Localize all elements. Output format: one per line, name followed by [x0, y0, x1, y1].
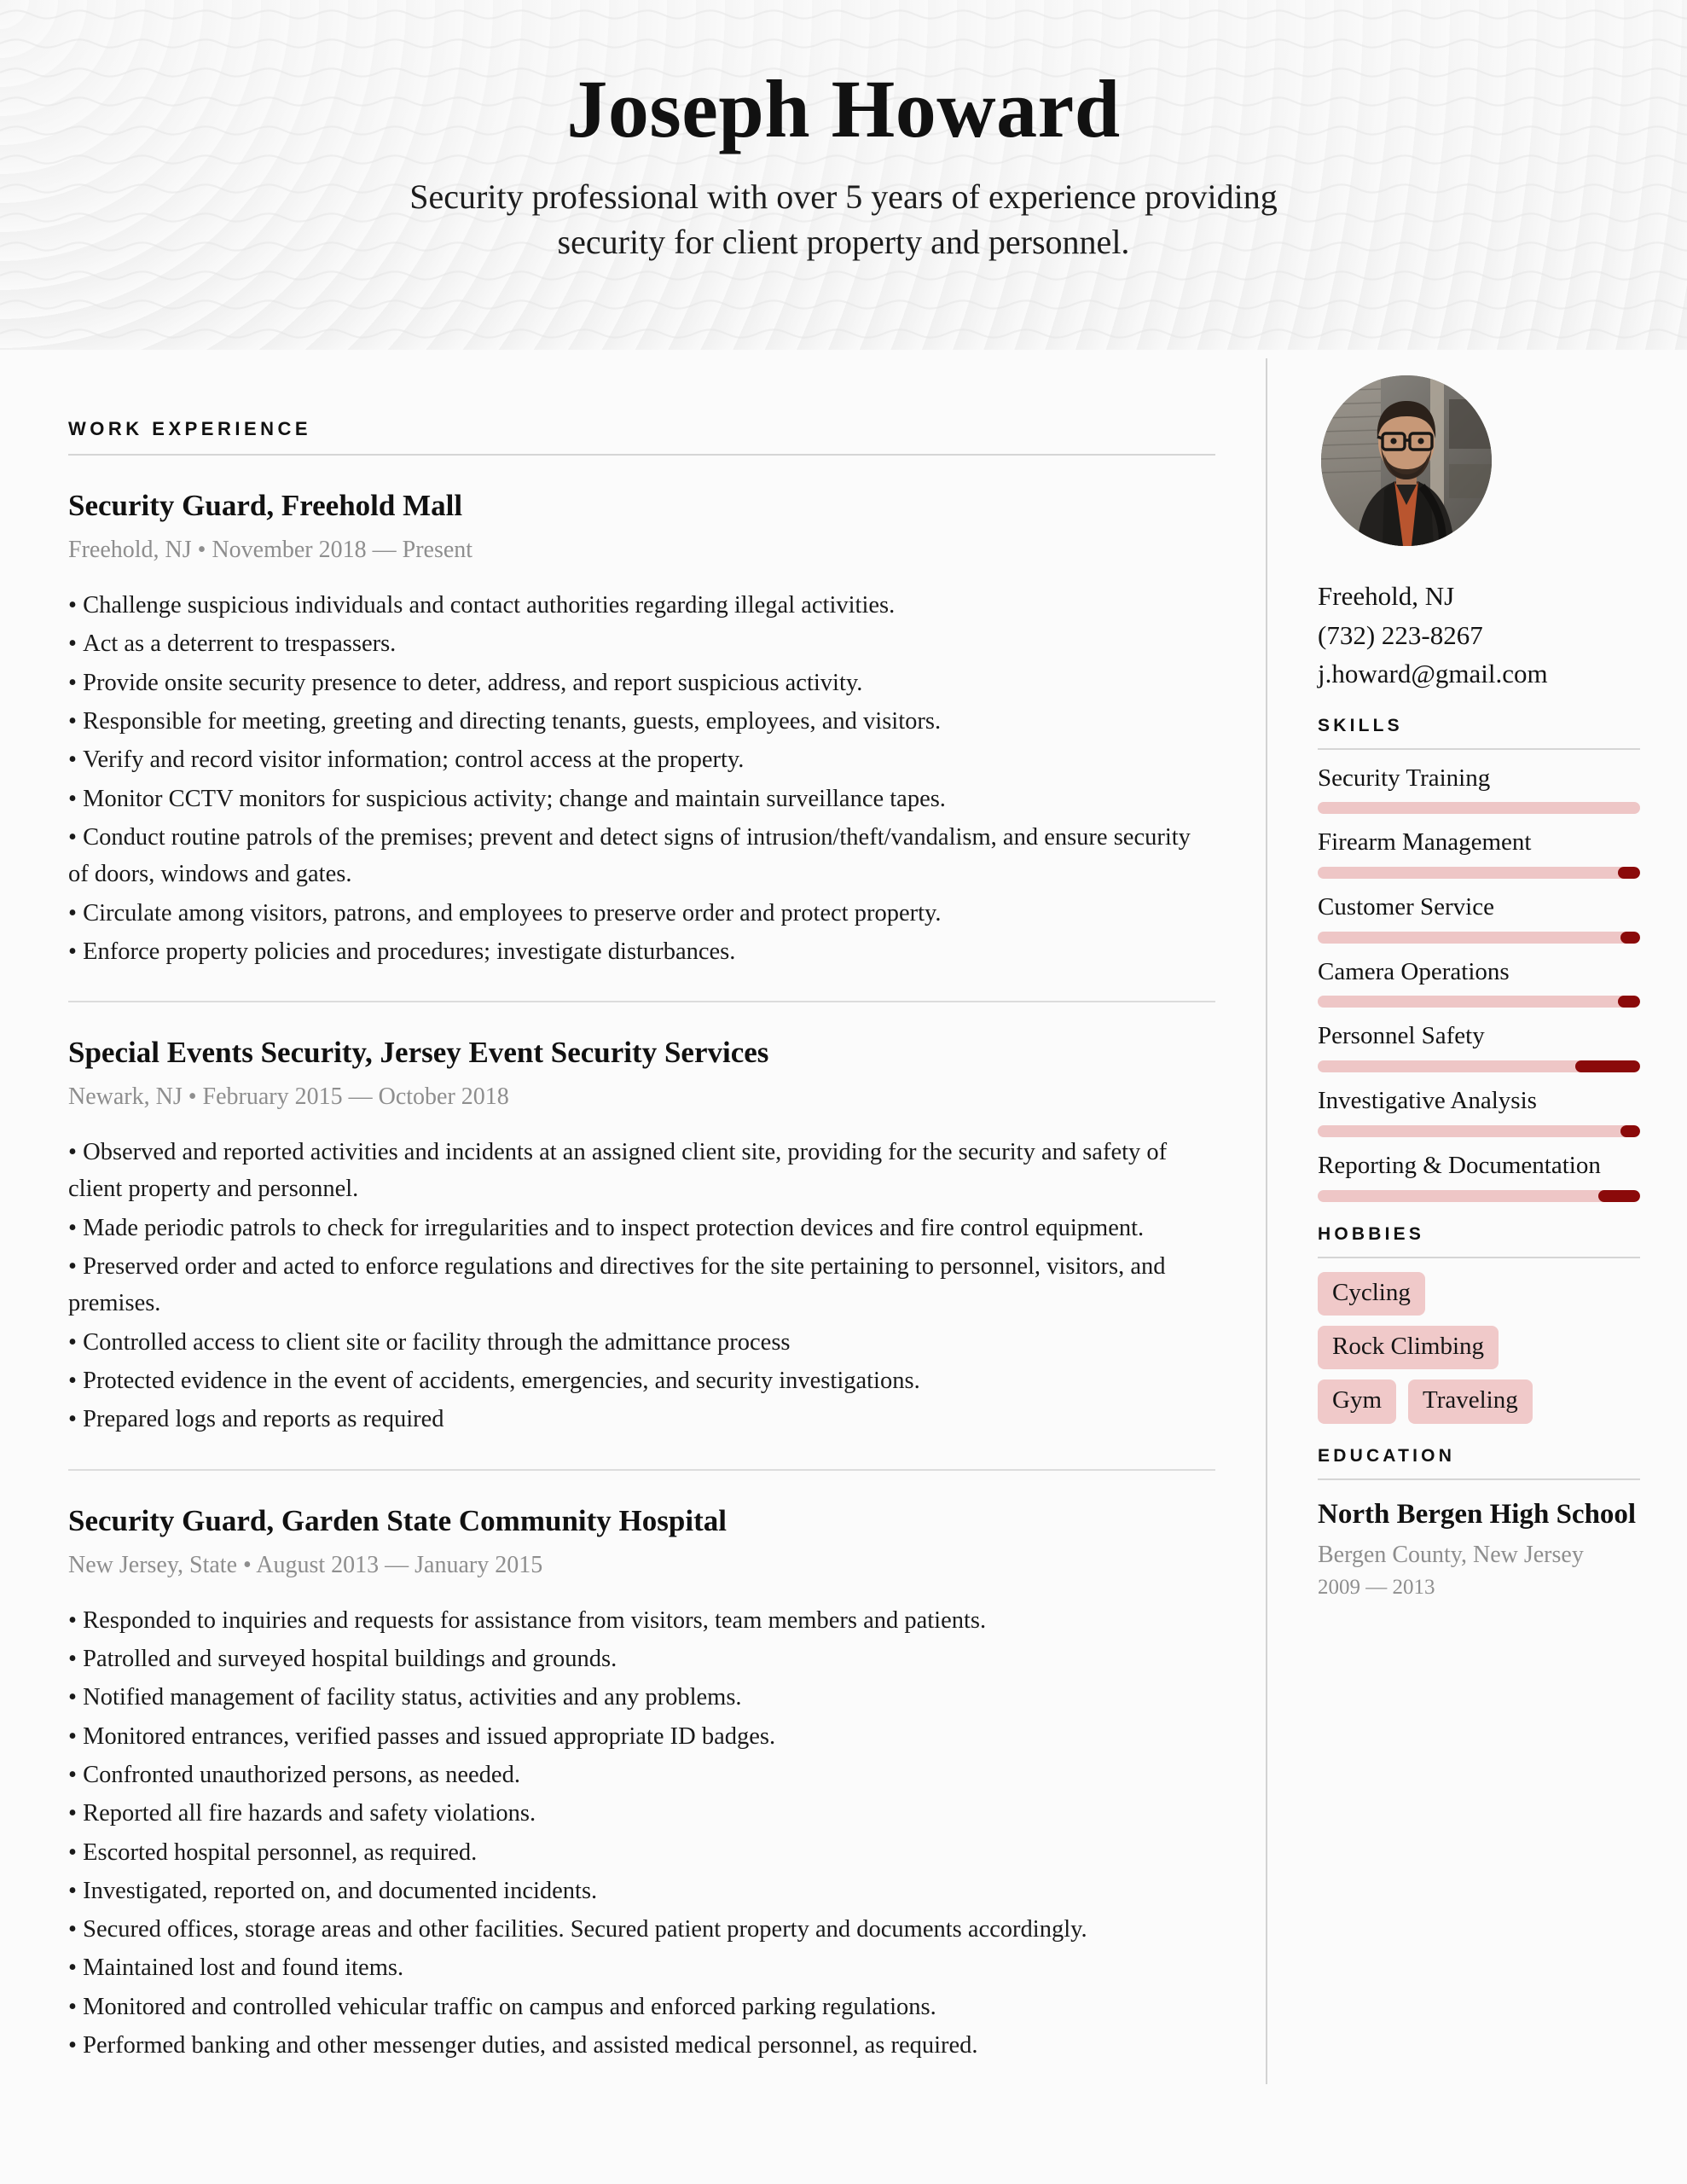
- education-heading-rule: [1318, 1478, 1640, 1480]
- skill-level-bar: [1318, 802, 1640, 814]
- skill-level-bar: [1318, 1190, 1640, 1202]
- job-meta: New Jersey, State • August 2013 — January 2015: [68, 1551, 543, 1578]
- hobby-tag[interactable]: Cycling: [1318, 1272, 1425, 1316]
- job-entry: [68, 456, 1215, 1002]
- avatar: [1321, 375, 1492, 546]
- job-bullet: • Maintained lost and found items.: [68, 1949, 1215, 1986]
- job-bullet: • Secured offices, storage areas and other facilities. Secured patient property and documents accordingly.: [68, 1911, 1215, 1948]
- skill-level-marker: [1620, 1125, 1640, 1137]
- skills-heading-rule: [1318, 748, 1640, 750]
- skill-level-bar: [1318, 996, 1640, 1008]
- section-heading-work-experience: WORK EXPERIENCE: [68, 418, 312, 439]
- skill-item: [1318, 1150, 1640, 1202]
- skill-item: [1318, 892, 1640, 944]
- job-bullet: • Verify and record visitor information; control access at the property.: [68, 741, 1215, 778]
- hobbies-list: [1318, 1272, 1640, 1424]
- job-bullets: [68, 1602, 1215, 2065]
- job-bullet: • Protected evidence in the event of accidents, emergencies, and security investigations.: [68, 1362, 1215, 1399]
- job-bullet: • Controlled access to client site or facility through the admittance process: [68, 1324, 1215, 1361]
- job-bullets: [68, 587, 1215, 970]
- skill-level-bar: [1318, 932, 1640, 944]
- skill-label: Investigative Analysis: [1318, 1087, 1537, 1115]
- job-bullet: • Enforce property policies and procedures; investigate disturbances.: [68, 933, 1215, 970]
- skill-level-bar: [1318, 1125, 1640, 1137]
- job-bullet: • Confronted unauthorized persons, as needed.: [68, 1757, 1215, 1793]
- hobby-row: [1318, 1326, 1640, 1369]
- header-banner: [0, 0, 1687, 350]
- education-school-name: North Bergen High School: [1318, 1498, 1637, 1530]
- skill-level-marker: [1575, 1060, 1640, 1072]
- headline-summary: Security professional with over 5 years of experience providing security for client property and personnel.: [409, 177, 1278, 261]
- job-bullet: • Provide onsite security presence to deter, address, and report suspicious activity.: [68, 665, 1215, 701]
- skills-list: [1318, 763, 1640, 1202]
- hobbies-section: [1318, 1224, 1640, 1424]
- hobby-row: [1318, 1272, 1640, 1316]
- job-bullet: • Monitored and controlled vehicular traffic on campus and enforced parking regulations.: [68, 1989, 1215, 2025]
- job-title: Security Guard, Freehold Mall: [68, 489, 463, 522]
- skill-level-marker: [1618, 867, 1640, 879]
- skills-section: [1318, 716, 1640, 1202]
- skill-level-bar: [1318, 867, 1640, 879]
- job-bullet: • Responsible for meeting, greeting and directing tenants, guests, employees, and visitors.: [68, 703, 1215, 740]
- job-meta: Freehold, NJ • November 2018 — Present: [68, 537, 473, 563]
- education-location: Bergen County, New Jersey: [1318, 1541, 1584, 1568]
- hobby-tag[interactable]: Rock Climbing: [1318, 1326, 1499, 1369]
- skill-item: [1318, 763, 1640, 815]
- job-bullet: • Observed and reported activities and incidents at an assigned client site, providing for the security and safety of client property and personnel.: [68, 1134, 1215, 1208]
- skill-item: [1318, 827, 1640, 879]
- job-bullet: • Conduct routine patrols of the premises; prevent and detect signs of intrusion/theft/vandalism, and ensure security of doors, windows and gates.: [68, 819, 1215, 893]
- job-title: Special Events Security, Jersey Event Security Services: [68, 1036, 769, 1070]
- job-bullet: • Notified management of facility status, activities and any problems.: [68, 1679, 1215, 1716]
- job-bullet: • Made periodic patrols to check for irregularities and to inspect protection devices and fire control equipment.: [68, 1210, 1215, 1246]
- skill-level-marker: [1598, 1190, 1640, 1202]
- job-bullet: • Circulate among visitors, patrons, and employees to preserve order and protect property.: [68, 895, 1215, 932]
- job-bullet: • Act as a deterrent to trespassers.: [68, 625, 1215, 662]
- section-heading-education: EDUCATION: [1318, 1445, 1456, 1466]
- job-bullet: • Prepared logs and reports as required: [68, 1401, 1215, 1438]
- job-title: Security Guard, Garden State Community Hospital: [68, 1503, 727, 1537]
- contact-info: [1318, 577, 1640, 694]
- section-heading-skills: SKILLS: [1318, 715, 1403, 735]
- job-bullet: • Patrolled and surveyed hospital buildings and grounds.: [68, 1641, 1215, 1677]
- job-bullet: • Monitored entrances, verified passes and issued appropriate ID badges.: [68, 1718, 1215, 1755]
- job-meta: Newark, NJ • February 2015 — October 2018: [68, 1083, 509, 1111]
- column-divider: [1266, 358, 1267, 2084]
- job-bullet: • Preserved order and acted to enforce regulations and directives for the site pertaining to personnel, visitors, and premises.: [68, 1248, 1215, 1322]
- contact-email[interactable]: j.howard@gmail.com: [1318, 659, 1548, 689]
- job-bullet: • Investigated, reported on, and documented incidents.: [68, 1873, 1215, 1909]
- skill-level-marker: [1620, 932, 1640, 944]
- resume-body: [0, 350, 1687, 2184]
- hobbies-heading-rule: [1318, 1257, 1640, 1258]
- hobby-tag[interactable]: Traveling: [1408, 1380, 1533, 1423]
- hobby-row: [1318, 1380, 1640, 1423]
- job-entry: [68, 1471, 1215, 2065]
- education-dates: 2009 — 2013: [1318, 1576, 1435, 1600]
- skill-label: Firearm Management: [1318, 828, 1532, 857]
- job-bullet: • Performed banking and other messenger duties, and assisted medical personnel, as required.: [68, 2027, 1215, 2064]
- education-section: [1318, 1446, 1640, 1602]
- skill-label: Customer Service: [1318, 893, 1494, 921]
- job-bullet: • Responded to inquiries and requests for assistance from visitors, team members and patients.: [68, 1602, 1215, 1639]
- skill-level-marker: [1618, 996, 1640, 1008]
- job-bullets: [68, 1134, 1215, 1438]
- skill-label: Camera Operations: [1318, 957, 1510, 985]
- skill-label: Security Training: [1318, 764, 1491, 792]
- hobby-tag[interactable]: Gym: [1318, 1380, 1396, 1423]
- skill-level-bar: [1318, 1060, 1640, 1072]
- contact-location: Freehold, NJ: [1318, 581, 1455, 611]
- skill-label: Reporting & Documentation: [1318, 1151, 1601, 1179]
- skill-item: [1318, 956, 1640, 1008]
- skill-item: [1318, 1020, 1640, 1072]
- jobs-list: [68, 456, 1215, 2064]
- job-bullet: • Monitor CCTV monitors for suspicious activity; change and maintain surveillance tapes.: [68, 781, 1215, 817]
- job-bullet: • Escorted hospital personnel, as required.: [68, 1834, 1215, 1871]
- page-title: Joseph Howard: [566, 63, 1121, 154]
- job-bullet: • Challenge suspicious individuals and contact authorities regarding illegal activities.: [68, 587, 1215, 624]
- sidebar-column: [1318, 350, 1640, 1602]
- section-heading-hobbies: HOBBIES: [1318, 1223, 1425, 1244]
- skill-label: Personnel Safety: [1318, 1022, 1485, 1050]
- work-experience-column: [68, 418, 1215, 2065]
- job-bullet: • Reported all fire hazards and safety violations.: [68, 1795, 1215, 1832]
- contact-phone[interactable]: (732) 223-8267: [1318, 619, 1483, 650]
- skill-item: [1318, 1085, 1640, 1137]
- job-entry: [68, 1002, 1215, 1471]
